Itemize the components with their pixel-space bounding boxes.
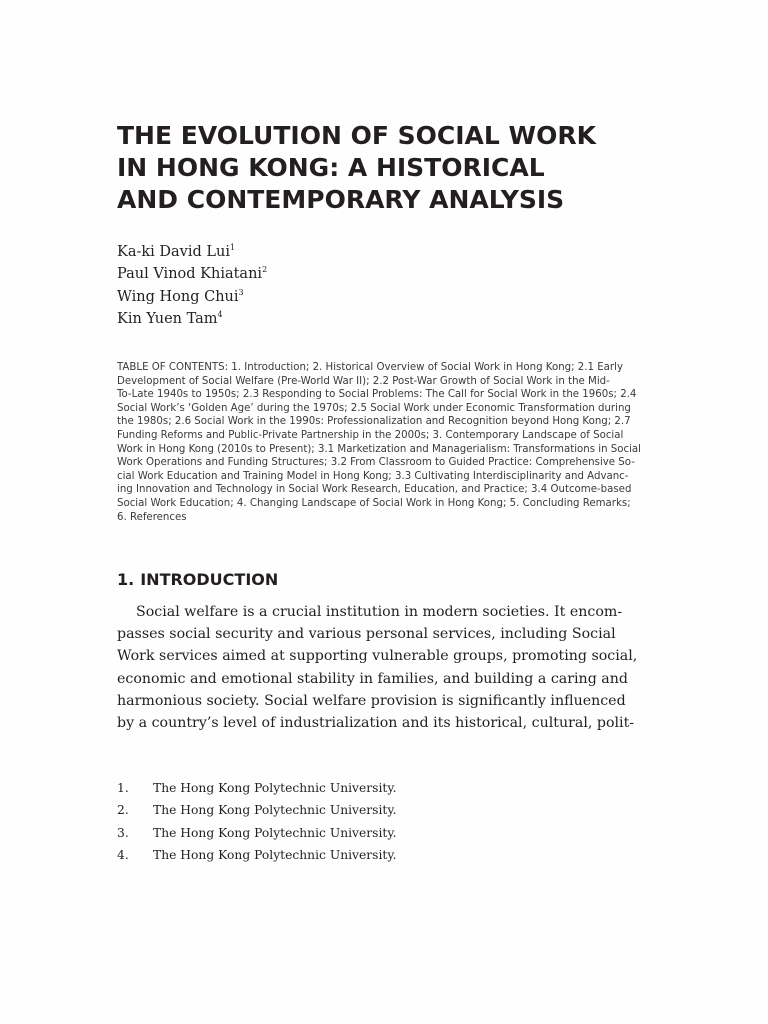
section-title: INTRODUCTION — [140, 570, 279, 589]
body-line: by a country’s level of industrialization and its historical, cultural, polit- — [117, 715, 635, 732]
toc-line: To-Late 1940s to 1950s; 2.3 Responding to Social Problems: The Call for Social Work in the 1960s; 2.4 — [117, 389, 637, 401]
author-list — [117, 241, 267, 331]
title-line: THE EVOLUTION OF SOCIAL WORK — [117, 121, 596, 150]
toc-line: 6. References — [117, 511, 187, 523]
table-of-contents — [117, 361, 665, 524]
author-name: Kin Yuen Tam — [117, 311, 218, 328]
toc-line: Social Work Education; 4. Changing Landscape of Social Work in Hong Kong; 5. Concluding Remarks; — [117, 497, 631, 509]
section-number: 1. — [117, 570, 135, 589]
toc-line: Social Work’s ‘Golden Age’ during the 1970s; 2.5 Social Work under Economic Transformation during — [117, 402, 631, 414]
paper-title — [117, 120, 657, 216]
footnote — [117, 777, 397, 799]
body-line: economic and emotional stability in families, and building a caring and — [117, 670, 628, 687]
toc-line: Development of Social Welfare (Pre-World War II); 2.2 Post-War Growth of Social Work in the Mid- — [117, 375, 610, 387]
author — [117, 286, 267, 308]
footnote-text: The Hong Kong Polytechnic University. — [153, 803, 397, 818]
author-name: Ka-ki David Lui — [117, 244, 231, 260]
author-name: Wing Hong Chui — [117, 288, 239, 305]
toc-line: the 1980s; 2.6 Social Work in the 1990s: Professionalization and Recognition beyond Hong Kong; 2.7 — [117, 416, 631, 428]
footnote-text: The Hong Kong Polytechnic University. — [153, 825, 397, 840]
author — [117, 241, 267, 263]
author — [117, 308, 267, 330]
toc-line: TABLE OF CONTENTS: 1. Introduction; 2. Historical Overview of Social Work in Hong Kong; 2.1 Early — [117, 362, 623, 373]
author-footnote-marker: 2 — [262, 265, 268, 275]
author-footnote-marker: 3 — [238, 287, 244, 297]
footnote-number: 1. — [117, 781, 129, 795]
toc-line: Funding Reforms and Public-Private Partnership in the 2000s; 3. Contemporary Landscape of Social — [117, 429, 624, 441]
section-heading — [117, 569, 278, 591]
author — [117, 263, 267, 285]
toc-line: ing Innovation and Technology in Social Work Research, Education, and Practice; 3.4 Outcome-based — [117, 484, 632, 496]
footnotes — [117, 777, 397, 866]
toc-line: Work Operations and Funding Structures; 3.2 From Classroom to Guided Practice: Comprehensive So- — [117, 457, 635, 469]
toc-line: Work in Hong Kong (2010s to Present); 3.1 Marketization and Managerialism: Transformations in Social — [117, 443, 641, 455]
toc-line: cial Work Education and Training Model in Hong Kong; 3.3 Cultivating Interdisciplinarity and Advanc- — [117, 470, 629, 482]
footnote-text: The Hong Kong Polytechnic University. — [153, 781, 397, 795]
author-name: Paul Vinod Khiatani — [117, 266, 263, 283]
body-line: passes social security and various personal services, including Social — [117, 626, 616, 643]
author-footnote-marker: 1 — [230, 243, 236, 252]
body-paragraph — [117, 601, 662, 734]
body-line: harmonious society. Social welfare provision is significantly influenced — [117, 692, 626, 709]
body-line: Social welfare is a crucial institution in modern societies. It encom- — [136, 604, 623, 620]
footnote-number: 3. — [117, 825, 129, 840]
body-line: Work services aimed at supporting vulnerable groups, promoting social, — [117, 648, 638, 665]
footnote-number: 4. — [117, 847, 129, 862]
footnote — [117, 844, 397, 866]
author-footnote-marker: 4 — [217, 310, 223, 320]
footnote-text: The Hong Kong Polytechnic University. — [153, 847, 397, 862]
title-line: AND CONTEMPORARY ANALYSIS — [117, 185, 565, 214]
footnote-number: 2. — [117, 803, 129, 818]
footnote — [117, 822, 397, 844]
title-line: IN HONG KONG: A HISTORICAL — [117, 153, 545, 182]
footnote — [117, 799, 397, 821]
